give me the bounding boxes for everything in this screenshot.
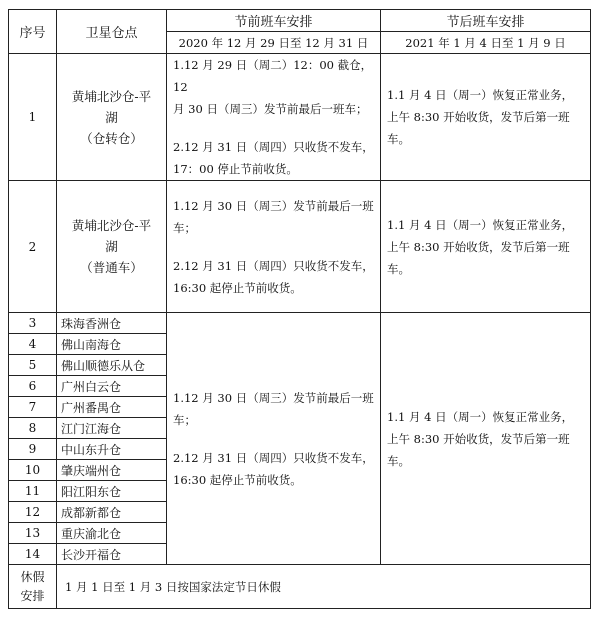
row2-before-line4: 16:30 起停止节前收货。	[173, 280, 302, 295]
row-warehouse: 广州番禺仓	[57, 397, 167, 418]
row-seq: 7	[9, 397, 57, 418]
row-seq: 11	[9, 481, 57, 502]
row-warehouse: 成都新都仓	[57, 502, 167, 523]
row-seq: 5	[9, 355, 57, 376]
row1-before	[167, 54, 381, 181]
row2-name-line1: 黄埔北沙仓-平	[71, 218, 152, 233]
row2-after-line3: 车。	[387, 261, 410, 276]
group-before-line1: 1.12 月 30 日（周三）发节前最后一班	[173, 390, 374, 405]
row-warehouse: 佛山顺德乐从仓	[57, 355, 167, 376]
group-after-line3: 车。	[387, 453, 410, 468]
group-before-line3: 2.12 月 31 日（周四）只收货不发车，	[173, 450, 374, 465]
table-row	[9, 181, 591, 313]
table-row	[9, 54, 591, 181]
holiday-label-line1: 休假	[20, 569, 45, 584]
row2-after	[381, 181, 591, 313]
row1-name-line1: 黄埔北沙仓-平	[71, 88, 152, 104]
group-after	[381, 313, 591, 565]
row1-before-line1: 1.12 月 29 日（周二）12：00 截仓，12	[173, 58, 373, 94]
row-seq: 4	[9, 334, 57, 355]
header-before: 节前班车安排	[167, 10, 381, 32]
row2-name-line2: 湖	[105, 239, 118, 254]
row1-after-line3: 车。	[387, 132, 410, 146]
row-seq: 3	[9, 313, 57, 334]
row1-after	[381, 54, 591, 181]
header-warehouse: 卫星仓点	[57, 10, 167, 54]
row-warehouse: 阳江阳东仓	[57, 481, 167, 502]
row-seq: 6	[9, 376, 57, 397]
row2-after-line1: 1.1 月 4 日（周一）恢复正常业务，	[387, 217, 574, 232]
row-seq: 14	[9, 544, 57, 565]
row-seq: 8	[9, 418, 57, 439]
holiday-text: 1 月 1 日至 1 月 3 日按国家法定节日休假	[57, 565, 591, 609]
row1-after-line2: 上午 8:30 开始收货，发节后第一班	[387, 110, 570, 124]
holiday-label	[9, 565, 57, 609]
group-after-line1: 1.1 月 4 日（周一）恢复正常业务，	[387, 409, 574, 424]
shuttle-schedule-table	[8, 9, 591, 609]
header-before-range: 2020 年 12 月 29 日至 12 月 31 日	[167, 32, 381, 54]
row1-seq: 1	[9, 54, 57, 181]
row-warehouse: 肇庆端州仓	[57, 460, 167, 481]
row-seq: 9	[9, 439, 57, 460]
row1-before-line4: 17：00 停止节前收货。	[173, 162, 298, 176]
row-warehouse: 中山东升仓	[57, 439, 167, 460]
row2-before-line3: 2.12 月 31 日（周四）只收货不发车，	[173, 258, 374, 273]
row2-before	[167, 181, 381, 313]
row2-before-line2: 车；	[173, 220, 196, 235]
group-before-line2: 车；	[173, 412, 196, 427]
row2-seq: 2	[9, 181, 57, 313]
group-before	[167, 313, 381, 565]
row2-after-line2: 上午 8:30 开始收货，发节后第一班	[387, 239, 570, 254]
row1-name-line2: 湖	[105, 109, 118, 125]
row2-warehouse	[57, 181, 167, 313]
row-warehouse: 广州白云仓	[57, 376, 167, 397]
row1-after-line1: 1.1 月 4 日（周一）恢复正常业务，	[387, 88, 574, 102]
row-seq: 10	[9, 460, 57, 481]
holiday-label-line2: 安排	[20, 588, 45, 603]
table-row	[9, 313, 591, 334]
header-after-range: 2021 年 1 月 4 日至 1 月 9 日	[381, 32, 591, 54]
row-warehouse: 长沙开福仓	[57, 544, 167, 565]
row2-before-line1: 1.12 月 30 日（周三）发节前最后一班	[173, 198, 374, 213]
row-warehouse: 江门江海仓	[57, 418, 167, 439]
row-warehouse: 重庆渝北仓	[57, 523, 167, 544]
group-after-line2: 上午 8:30 开始收货，发节后第一班	[387, 431, 570, 446]
row1-before-line3: 2.12 月 31 日（周四）只收货不发车，	[173, 140, 374, 154]
row-seq: 13	[9, 523, 57, 544]
row-warehouse: 佛山南海仓	[57, 334, 167, 355]
header-seq: 序号	[9, 10, 57, 54]
row1-warehouse	[57, 54, 167, 181]
row2-name-line3: （普通车）	[80, 260, 143, 275]
row-warehouse: 珠海香洲仓	[57, 313, 167, 334]
holiday-row	[9, 565, 591, 609]
row1-before-line2: 月 30 日（周三）发节前最后一班车；	[173, 102, 368, 116]
row-seq: 12	[9, 502, 57, 523]
header-after: 节后班车安排	[381, 10, 591, 32]
row1-name-line3: （仓转仓）	[80, 130, 143, 146]
group-before-line4: 16:30 起停止节前收货。	[173, 472, 302, 487]
